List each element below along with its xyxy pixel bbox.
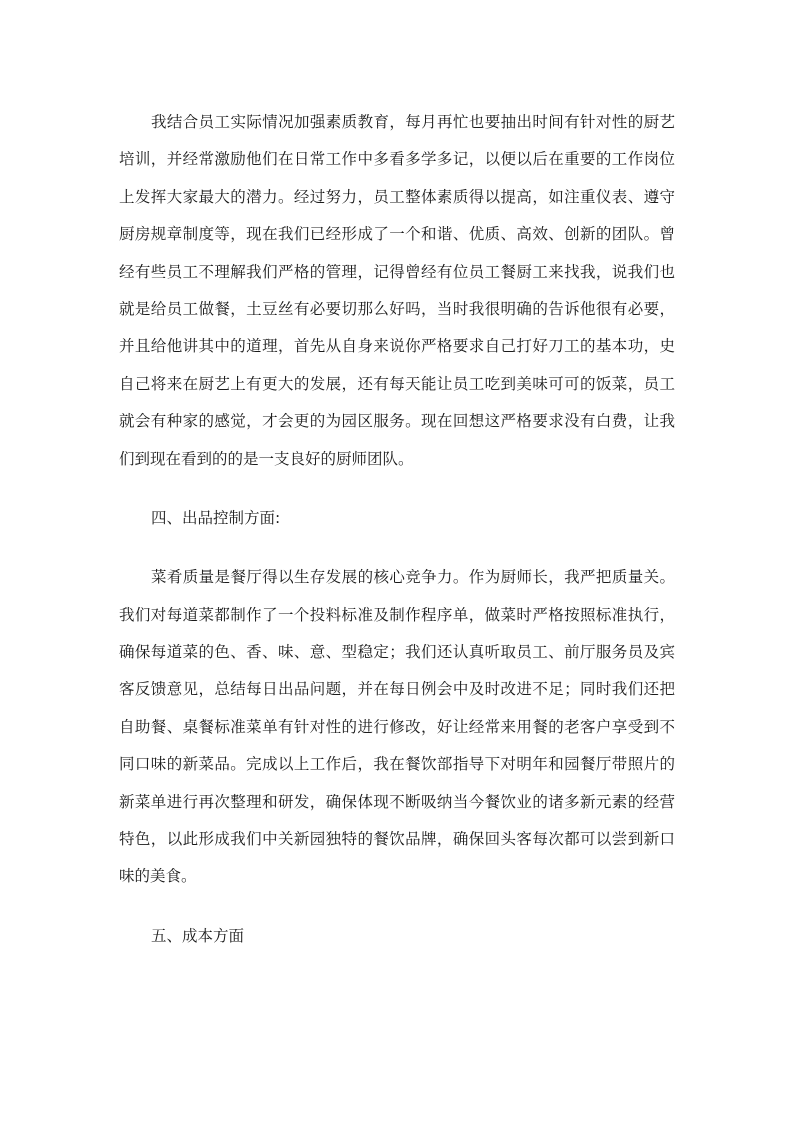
text-line: 经有些员工不理解我们严格的管理，记得曾经有位员工餐厨工来找我，说我们也 — [119, 262, 675, 281]
text-line: 自己将来在厨艺上有更大的发展，还有每天能让员工吃到美味可可的饭菜，员工 — [119, 374, 675, 393]
text-line: 就会有种家的感觉，才会更的为园区服务。现在回想这严格要求没有白费，让我 — [119, 412, 675, 431]
section-heading-cost: 五、成本方面 — [151, 926, 245, 945]
paragraph-output-control — [119, 559, 675, 896]
text-line: 味的美食。 — [119, 867, 197, 886]
text-line: 客反馈意见，总结每日出品问题，并在每日例会中及时改进不足；同时我们还把 — [119, 680, 675, 699]
text-line: 我们对每道菜都制作了一个投料标准及制作程序单，做菜时严格按照标准执行， — [119, 605, 675, 624]
section-heading-output-control: 四、出品控制方面: — [151, 508, 281, 527]
text-line: 我结合员工实际情况加强素质教育，每月再忙也要抽出时间有针对性的厨艺 — [151, 113, 675, 131]
text-line: 同口味的新菜品。完成以上工作后，我在餐饮部指导下对明年和园餐厅带照片的 — [119, 755, 675, 774]
text-line: 菜肴质量是餐厅得以生存发展的核心竞争力。作为厨师长，我严把质量关。 — [151, 568, 675, 587]
text-line: 厨房规章制度等，现在我们已经形成了一个和谐、优质、高效、创新的团队。曾 — [119, 225, 675, 244]
text-line: 新菜单进行再次整理和研发，确保体现不断吸纳当今餐饮业的诸多新元素的经营 — [119, 792, 675, 811]
text-line: 确保每道菜的色、香、味、意、型稳定；我们还认真听取员工、前厅服务员及宾 — [119, 643, 675, 662]
text-line: 们到现在看到的的是一支良好的厨师团队。 — [119, 449, 414, 468]
text-line: 特色，以此形成我们中关新园独特的餐饮品牌，确保回头客每次都可以尝到新口 — [119, 830, 675, 849]
text-line: 自助餐、桌餐标准菜单有针对性的进行修改，好让经常来用餐的老客户享受到不 — [119, 717, 675, 736]
text-line: 并且给他讲其中的道理，首先从自身来说你严格要求自己打好刀工的基本功，史 — [119, 337, 675, 356]
text-line: 上发挥大家最大的潜力。经过努力，员工整体素质得以提高，如注重仪表、遵守 — [119, 187, 675, 206]
paragraph-staff-training — [119, 104, 675, 478]
text-line: 培训，并经常激励他们在日常工作中多看多学多记，以便以后在重要的工作岗位 — [119, 150, 675, 169]
text-line: 就是给员工做餐，土豆丝有必要切那么好吗，当时我很明确的告诉他很有必要， — [119, 299, 675, 318]
